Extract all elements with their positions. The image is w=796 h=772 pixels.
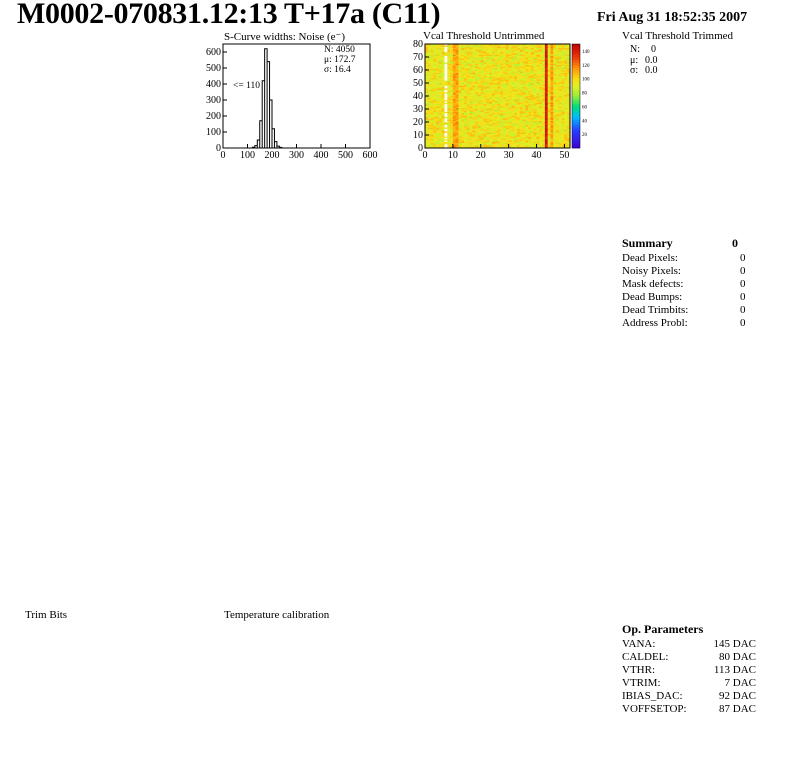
color-scale-band — [572, 91, 580, 94]
x-tick-label: 300 — [289, 150, 304, 161]
summary-row-value: 0 — [740, 317, 746, 329]
y-tick-label: 200 — [206, 111, 221, 122]
color-scale-tick-label: 60 — [582, 105, 587, 111]
color-scale-band — [572, 104, 580, 107]
y-tick-label: 500 — [206, 63, 221, 74]
color-scale-band — [572, 49, 580, 52]
summary-row-label: Noisy Pixels: — [622, 265, 681, 277]
op-parameters-title: Op. Parameters — [622, 622, 704, 636]
trimmed-sigma-label: σ: — [630, 65, 639, 76]
summary-row-value: 0 — [740, 291, 746, 303]
op-parameter-label: VANA: — [622, 638, 656, 650]
summary-title: Summary — [622, 236, 673, 250]
y-tick-label: 300 — [206, 95, 221, 106]
op-parameter-value: 92 DAC — [719, 690, 756, 702]
trimmed-plot-title: Vcal Threshold Trimmed — [622, 30, 734, 42]
y-tick-label: 0 — [418, 143, 423, 154]
color-scale-band — [572, 140, 580, 143]
summary-row-value: 0 — [740, 252, 746, 264]
y-tick-label: 60 — [413, 65, 423, 76]
y-tick-label: 10 — [413, 130, 423, 141]
trimmed-mu-label: μ: — [630, 55, 639, 66]
color-scale-band — [572, 54, 580, 57]
x-tick-label: 0 — [220, 150, 226, 161]
x-tick-label: 50 — [559, 150, 570, 161]
color-scale-band — [572, 83, 580, 86]
summary-row-value: 0 — [740, 278, 746, 290]
color-scale-band — [572, 73, 580, 76]
underflow-annotation: <= 110 — [233, 81, 260, 91]
op-parameter-label: IBIAS_DAC: — [622, 690, 683, 702]
x-tick-label: 200 — [264, 150, 280, 161]
op-parameter-label: VTHR: — [622, 664, 655, 676]
noise-histogram — [200, 40, 390, 165]
color-scale-band — [572, 70, 580, 73]
color-scale-band — [572, 65, 580, 68]
noise-histogram-line — [223, 49, 282, 148]
op-parameter-value: 80 DAC — [719, 651, 756, 663]
color-scale-band — [572, 101, 580, 104]
color-scale-tick-label: 40 — [582, 119, 587, 125]
color-scale-band — [572, 60, 580, 63]
color-scale-band — [572, 117, 580, 120]
y-tick-label: 600 — [206, 47, 221, 58]
color-scale-band — [572, 112, 580, 115]
color-scale-band — [572, 132, 580, 135]
trimmed-n-value: 0 — [651, 44, 656, 55]
x-tick-label: 10 — [447, 150, 458, 161]
noise-stat-sigma: σ: 16.4 — [324, 65, 351, 75]
color-scale-band — [572, 57, 580, 60]
op-parameter-value: 145 DAC — [713, 638, 756, 650]
color-scale-band — [572, 125, 580, 128]
x-tick-label: 20 — [475, 150, 486, 161]
color-scale-band — [572, 88, 580, 91]
color-scale-band — [572, 143, 580, 146]
summary-row-label: Mask defects: — [622, 278, 684, 290]
color-scale-band — [572, 135, 580, 138]
trimmed-sigma-value: 0.0 — [645, 65, 658, 76]
color-scale-tick-label: 120 — [582, 63, 590, 69]
color-scale-tick-label: 20 — [582, 133, 587, 139]
color-scale-band — [572, 93, 580, 96]
noise-stat-mu: μ: 172.7 — [324, 55, 356, 65]
noise-stat-n: N: 4050 — [324, 45, 355, 55]
x-tick-label: 400 — [313, 150, 329, 161]
y-tick-label: 50 — [413, 78, 423, 89]
color-scale-band — [572, 62, 580, 65]
noise-plot-title: S-Curve widths: Noise (e⁻) — [224, 31, 345, 43]
trimmed-n-label: N: — [630, 44, 640, 55]
op-parameter-label: VOFFSETOP: — [622, 703, 687, 715]
color-scale-band — [572, 96, 580, 99]
color-scale-tick-label: 100 — [582, 77, 590, 83]
y-tick-label: 40 — [413, 91, 423, 102]
color-scale-band — [572, 138, 580, 141]
color-scale-band — [572, 106, 580, 109]
color-scale-band — [572, 47, 580, 50]
y-tick-label: 20 — [413, 117, 423, 128]
color-scale-band — [572, 119, 580, 122]
y-tick-label: 30 — [413, 104, 423, 115]
color-scale-tick-label: 80 — [582, 91, 587, 97]
summary-row-label: Dead Trimbits: — [622, 304, 689, 316]
color-scale-band — [572, 130, 580, 133]
y-tick-label: 80 — [413, 40, 423, 50]
x-tick-label: 600 — [362, 150, 378, 161]
x-tick-label: 30 — [503, 150, 514, 161]
trimmed-mu-value: 0.0 — [645, 55, 658, 66]
x-tick-label: 40 — [531, 150, 542, 161]
y-tick-label: 400 — [206, 79, 221, 90]
color-scale-band — [572, 44, 580, 47]
y-tick-label: 100 — [206, 127, 221, 138]
summary-row-value: 0 — [740, 265, 746, 277]
trim-bits-label: Trim Bits — [25, 609, 68, 621]
color-scale-band — [572, 122, 580, 125]
op-parameter-label: CALDEL: — [622, 651, 669, 663]
untrimmed-heatmap — [405, 40, 595, 165]
op-parameter-label: VTRIM: — [622, 677, 661, 689]
x-tick-label: 100 — [240, 150, 255, 161]
color-scale-band — [572, 114, 580, 117]
y-tick-label: 0 — [216, 143, 221, 154]
color-scale-band — [572, 99, 580, 102]
x-tick-label: 500 — [338, 150, 353, 161]
summary-row-label: Dead Pixels: — [622, 252, 678, 264]
color-scale-band — [572, 109, 580, 112]
op-parameter-value: 7 DAC — [724, 677, 756, 689]
summary-row-value: 0 — [740, 304, 746, 316]
op-parameter-value: 113 DAC — [713, 664, 756, 676]
color-scale-band — [572, 80, 580, 83]
temperature-calibration-label: Temperature calibration — [224, 609, 330, 621]
untrimmed-plot-title: Vcal Threshold Untrimmed — [423, 30, 545, 42]
color-scale-band — [572, 75, 580, 78]
color-scale-band — [572, 86, 580, 89]
color-scale-band — [572, 67, 580, 70]
summary-row-label: Address Probl: — [622, 317, 688, 329]
op-parameter-value: 87 DAC — [719, 703, 756, 715]
color-scale-band — [572, 78, 580, 81]
color-scale-band — [572, 127, 580, 130]
color-scale-tick-label: 140 — [582, 49, 590, 55]
timestamp: Fri Aug 31 18:52:35 2007 — [597, 10, 748, 25]
y-tick-label: 70 — [413, 52, 423, 63]
page-title: M0002-070831.12:13 T+17a (C11) — [17, 0, 441, 30]
x-tick-label: 0 — [422, 150, 428, 161]
color-scale-band — [572, 52, 580, 55]
summary-row-label: Dead Bumps: — [622, 291, 683, 303]
summary-total: 0 — [732, 236, 738, 250]
